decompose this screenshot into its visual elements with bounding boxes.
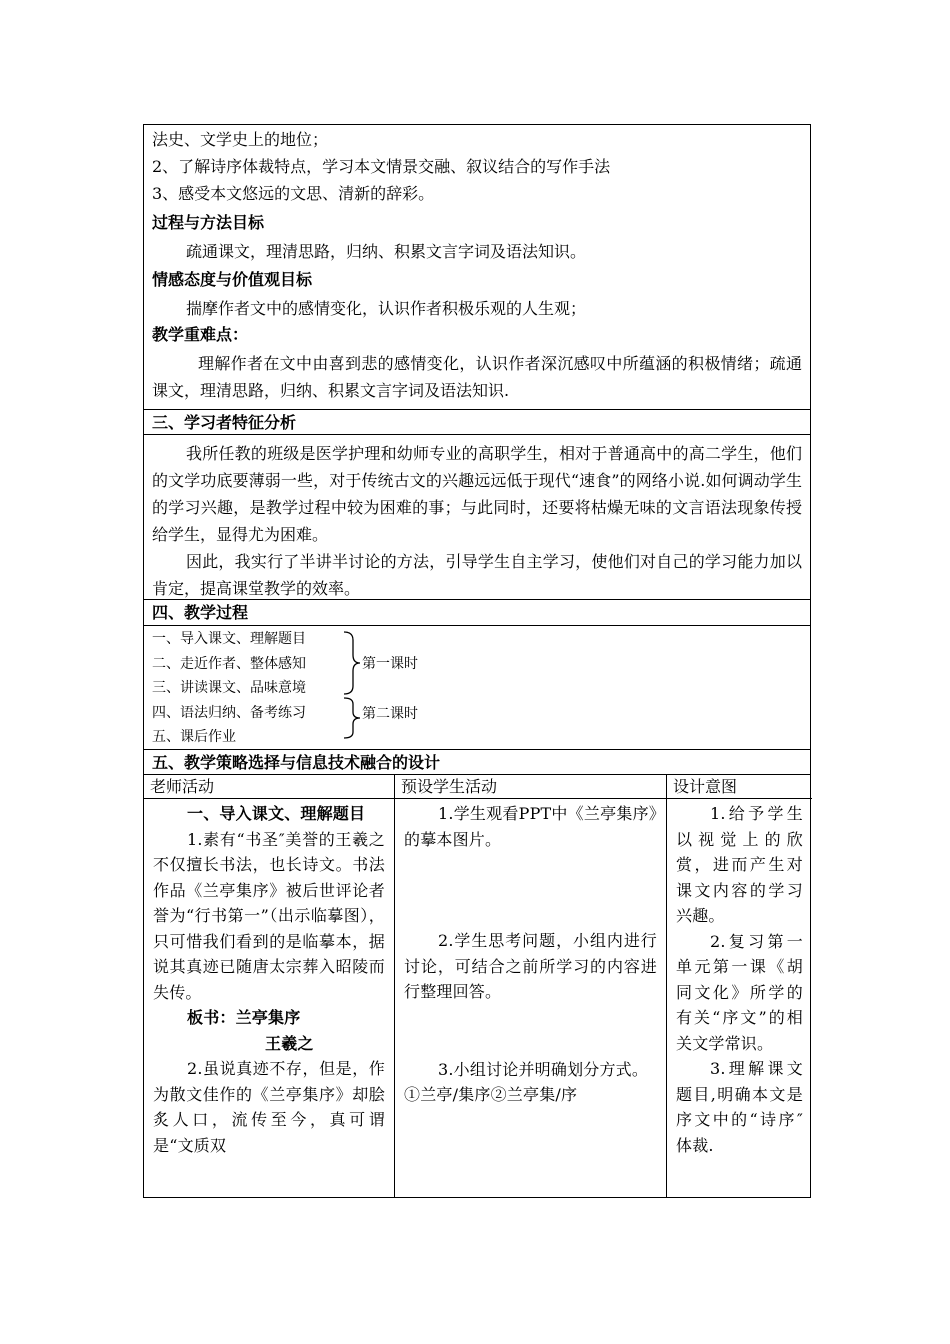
student-activity <box>395 799 666 1108</box>
student-activity-1: 1.学生观看PPT中《兰亭集序》的摹本图片。 <box>404 804 657 849</box>
objective-line-1: 法史、文学史上的地位； <box>152 130 329 149</box>
key-points-text: 理解作者在文中由喜到悲的感情变化，认识作者深沉感叹中所蕴涵的积极情绪；疏通课文，理清思路，归纳、积累文言字词及语法知识. <box>152 354 802 400</box>
brace-first-lesson <box>342 630 362 696</box>
student-activity-2: 2.学生思考问题，小组内进行讨论，可结合之前所学习的内容进行整理回答。 <box>404 931 657 1001</box>
intent-1: 1.给予学生以视觉上的欣赏，进而产生对课文内容的学习兴趣。 <box>676 804 803 925</box>
intent-column-header: 设计意图 <box>667 775 812 799</box>
process-method-text: 疏通课文，理清思路，归纳、积累文言字词及语法知识。 <box>186 242 587 261</box>
learner-heading: 三、学习者特征分析 <box>152 413 297 432</box>
learner-paragraph-1: 我所任教的班级是医学护理和幼师专业的高职学生，相对于普通高中的高二学生，他们的文学功底要薄弱一些，对于传统古文的兴趣远远低于现代“速食”的网络小说.如何调动学生的学习兴趣，是教学过程中较为困难的事；与此同时，还要将枯燥无味的文言语法现象传授给学生，显得尤为困难。 <box>152 444 802 544</box>
teacher-column-header: 老师活动 <box>144 775 394 799</box>
objectives-section <box>144 126 810 410</box>
process-section <box>144 626 810 750</box>
teacher-paragraph-2: 2.虽说真迹不存，但是，作为散文佳作的《兰亭集序》却脍炙人口，流传至今，真可谓是“文质双 <box>153 1059 385 1155</box>
learner-title-row <box>144 410 810 435</box>
process-method-heading: 过程与方法目标 <box>152 213 265 232</box>
lesson-2-label: 第二课时 <box>362 706 418 722</box>
intent-column <box>667 775 812 1197</box>
process-step-4: 四、语法归纳、备考练习 <box>152 704 306 721</box>
objective-line-3: 3、感受本文悠远的文思、清新的辞彩。 <box>152 184 435 203</box>
lesson-1-label: 第一课时 <box>362 656 418 672</box>
emotion-heading: 情感态度与价值观目标 <box>152 270 313 289</box>
process-step-5: 五、课后作业 <box>152 729 236 745</box>
strategy-table <box>144 775 810 1197</box>
board-author: 王羲之 <box>265 1033 314 1053</box>
intent-3: 3.理解课文题目,明确本文是序文中的“诗序″体裁. <box>676 1059 803 1155</box>
strategy-title-row <box>144 750 810 775</box>
process-heading: 四、教学过程 <box>152 603 249 622</box>
emotion-text: 揣摩作者文中的感情变化，认识作者积极乐观的人生观； <box>186 299 587 318</box>
board-title: 板书：兰亭集序 <box>187 1008 301 1027</box>
teacher-activity <box>144 799 394 1158</box>
key-points-heading: 教学重难点： <box>152 325 249 344</box>
learner-paragraph-2: 因此，我实行了半讲半讨论的方法，引导学生自主学习，使他们对自己的学习能力加以肯定，提高课堂教学的效率。 <box>152 552 802 598</box>
brace-second-lesson <box>342 696 362 740</box>
teacher-paragraph-1: 1.素有“书圣″美誉的王羲之不仅擅长书法，也长诗文。书法作品《兰亭集序》被后世评论者誉为“行书第一”（出示临摹图），只可惜我们看到的是临摹本，据说其真迹已随唐太宗葬入昭陵而失传。 <box>153 829 385 1002</box>
student-activity-3b: ①兰亭/集序②兰亭集/序 <box>404 1085 578 1104</box>
process-step-3: 三、讲读课文、品味意境 <box>152 680 306 696</box>
teacher-column <box>144 775 395 1197</box>
student-column <box>395 775 667 1197</box>
learner-section <box>144 435 810 600</box>
student-activity-3: 3.小组讨论并明确划分方式。 <box>438 1059 649 1079</box>
design-intent <box>667 799 812 1158</box>
objective-line-2: 2、了解诗序体裁特点，学习本文情景交融、叙议结合的写作手法 <box>152 157 611 176</box>
process-step-1: 一、导入课文、理解题目 <box>152 631 306 647</box>
intent-2: 2.复习第一单元第一课《胡同文化》所学的有关“序文”的相关文学常识。 <box>676 931 803 1053</box>
process-title-row <box>144 600 810 626</box>
student-column-header: 预设学生活动 <box>395 775 666 799</box>
teacher-step-heading: 一、导入课文、理解题目 <box>187 804 366 823</box>
process-step-2: 二、走近作者、整体感知 <box>152 655 306 672</box>
lesson-plan-table <box>143 124 811 1198</box>
strategy-heading: 五、教学策略选择与信息技术融合的设计 <box>152 753 441 772</box>
